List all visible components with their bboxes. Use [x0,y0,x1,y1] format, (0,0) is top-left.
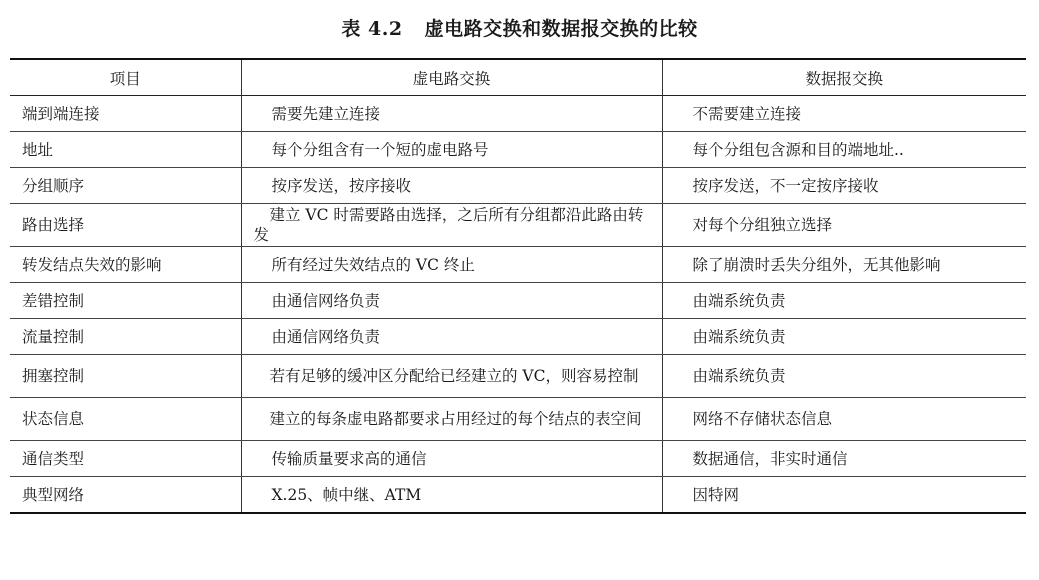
row-item-cell: 典型网络 [10,477,241,514]
row-item-cell: 地址 [10,132,241,168]
table-title: 虚电路交换和数据报交换的比较 [424,18,698,40]
datagram-cell: 由端系统负责 [662,283,1026,319]
datagram-cell: 由端系统负责 [662,319,1026,355]
table-header-row [10,59,1026,96]
row-item-cell: 路由选择 [10,204,241,247]
datagram-cell: 因特网 [662,477,1026,514]
virtual-circuit-cell: 按序发送，按序接收 [241,168,662,204]
row-item-cell: 分组顺序 [10,168,241,204]
datagram-cell: 按序发送，不一定按序接收 [662,168,1026,204]
datagram-cell: 由端系统负责 [662,355,1026,398]
datagram-cell: 每个分组包含源和目的端地址.. [662,132,1026,168]
header-item: 项目 [10,59,241,96]
table-row [10,247,1026,283]
virtual-circuit-cell: X.25、帧中继、ATM [241,477,662,514]
datagram-cell: 除了崩溃时丢失分组外，无其他影响 [662,247,1026,283]
table-row [10,132,1026,168]
virtual-circuit-cell: 每个分组含有一个短的虚电路号 [241,132,662,168]
header-datagram: 数据报交换 [662,59,1026,96]
row-item-cell: 通信类型 [10,441,241,477]
virtual-circuit-cell: 建立的每条虚电路都要求占用经过的每个结点的表空间 [241,398,662,441]
table-row [10,319,1026,355]
virtual-circuit-cell: 需要先建立连接 [241,96,662,132]
virtual-circuit-cell: 传输质量要求高的通信 [241,441,662,477]
table-number: 表 4.2 [341,18,403,40]
virtual-circuit-cell: 建立 VC 时需要路由选择，之后所有分组都沿此路由转发 [241,204,662,247]
table-row [10,355,1026,398]
virtual-circuit-cell: 由通信网络负责 [241,283,662,319]
table-caption [0,14,1039,41]
datagram-cell: 网络不存储状态信息 [662,398,1026,441]
table-row [10,168,1026,204]
row-item-cell: 状态信息 [10,398,241,441]
row-item-cell: 差错控制 [10,283,241,319]
datagram-cell: 不需要建立连接 [662,96,1026,132]
virtual-circuit-cell: 所有经过失效结点的 VC 终止 [241,247,662,283]
table-row [10,441,1026,477]
table-row [10,477,1026,514]
table-row [10,96,1026,132]
row-item-cell: 流量控制 [10,319,241,355]
row-item-cell: 转发结点失效的影响 [10,247,241,283]
datagram-cell: 对每个分组独立选择 [662,204,1026,247]
virtual-circuit-cell: 若有足够的缓冲区分配给已经建立的 VC，则容易控制 [241,355,662,398]
row-item-cell: 拥塞控制 [10,355,241,398]
virtual-circuit-cell: 由通信网络负责 [241,319,662,355]
table-row [10,398,1026,441]
datagram-cell: 数据通信，非实时通信 [662,441,1026,477]
row-item-cell: 端到端连接 [10,96,241,132]
header-virtual-circuit: 虚电路交换 [241,59,662,96]
table-row [10,283,1026,319]
table-row [10,204,1026,247]
comparison-table [10,58,1026,514]
